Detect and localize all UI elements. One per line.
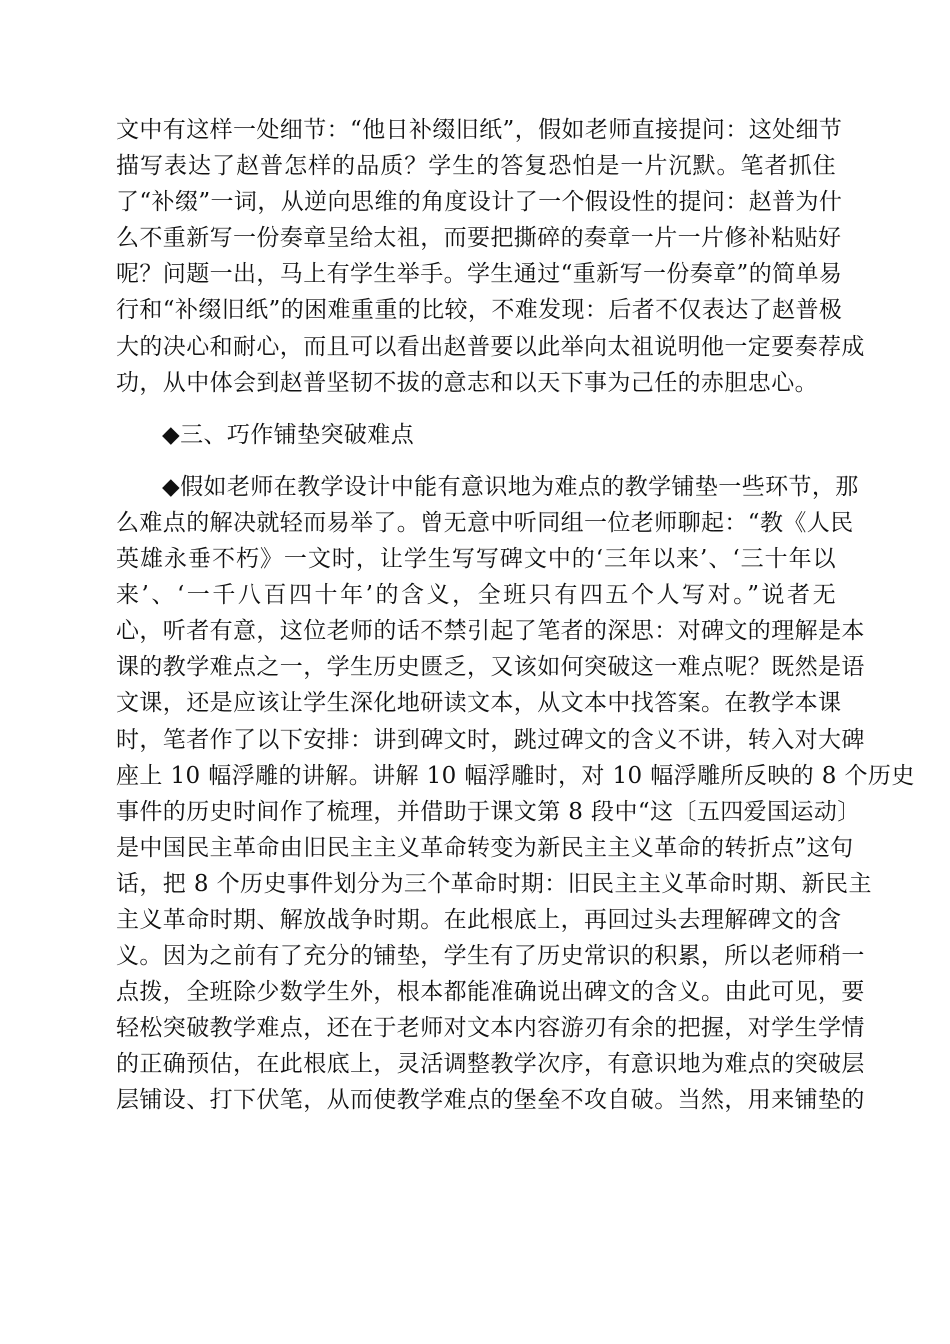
text-line: 座上 10 幅浮雕的讲解。讲解 10 幅浮雕时，对 10 幅浮雕所反映的 8 个历史: [116, 762, 915, 789]
text-line: 大的决心和耐心，而且可以看出赵普要以此举向太祖说明他一定要奏荐成: [116, 333, 865, 360]
text-line: 文中有这样一处细节：“他日补缀旧纸”，假如老师直接提问：这处细节: [116, 117, 843, 143]
text-line: 么不重新写一份奏章呈给太祖，而要把撕碎的奏章一片一片修补粘贴好: [116, 225, 842, 252]
text-line: 的正确预估，在此根底上，灵活调整教学次序，有意识地为难点的突破层: [116, 1051, 865, 1078]
text-line: 呢？问题一出，马上有学生举手。学生通过“重新写一份奏章”的简单易: [116, 261, 843, 288]
text-line: 是中国民主革命由旧民主主义革命转变为新民主主义革命的转折点”这句: [116, 834, 854, 861]
paragraph-spacer: [116, 453, 836, 469]
text-line: 文课，还是应该让学生深化地研读文本，从文本中找答案。在教学本课: [116, 690, 842, 717]
paragraph-zhao-pu: [116, 112, 865, 401]
text-line: 事件的历史时间作了梳理，并借助于课文第 8 段中“这〔五四爱国运动〕: [116, 798, 861, 825]
text-line: 描写表达了赵普怎样的品质？学生的答复恐怕是一片沉默。笔者抓住: [116, 153, 836, 180]
text-line: 话，把 8 个历史事件划分为三个革命时期：旧民主主义革命时期、新民主: [116, 870, 872, 897]
paragraph-spacer: [116, 401, 836, 417]
text-line: 么难点的解决就轻而易举了。曾无意中听同组一位老师聊起：“教《人民: [116, 509, 854, 536]
document-page: [116, 112, 915, 1119]
text-line: 义。因为之前有了充分的铺垫，学生有了历史常识的积累，所以老师稍一: [116, 943, 865, 970]
paragraph-foreshadowing: [116, 469, 915, 1119]
text-line: 时，笔者作了以下安排：讲到碑文时，跳过碑文的含义不讲，转入对大碑: [116, 726, 865, 753]
text-line: 了“补缀”一词，从逆向思维的角度设计了一个假设性的提问：赵普为什: [116, 189, 843, 216]
text-line: 层铺设、打下伏笔，从而使教学难点的堡垒不攻自破。当然，用来铺垫的: [116, 1087, 865, 1114]
text-line: 行和“补缀旧纸”的困难重重的比较，不难发现：后者不仅表达了赵普极: [116, 297, 843, 324]
text-line: 心，听者有意，这位老师的话不禁引起了笔者的深思：对碑文的理解是本: [116, 618, 865, 645]
text-line: 来’、‘一千八百四十年’的含义，全班只有四五个人写对。”说者无: [116, 582, 836, 609]
section-heading: ◆三、巧作铺垫突破难点: [162, 421, 415, 448]
text-line: 课的教学难点之一，学生历史匮乏，又该如何突破这一难点呢？既然是语: [116, 654, 865, 681]
text-line: 主义革命时期、解放战争时期。在此根底上，再回过头去理解碑文的含: [116, 906, 842, 933]
text-line: 功，从中体会到赵普坚韧不拔的意志和以天下事为己任的赤胆忠心。: [116, 369, 818, 396]
text-line: 英雄永垂不朽》一文时，让学生写写碑文中的‘三年以来’、‘三十年以: [116, 546, 836, 573]
text-line: 轻松突破教学难点，还在于老师对文本内容游刃有余的把握，对学生学情: [116, 1015, 865, 1042]
text-line: ◆假如老师在教学设计中能有意识地为难点的教学铺垫一些环节，那: [162, 473, 859, 500]
text-line: 点拨，全班除少数学生外，根本都能准确说出碑文的含义。由此可见，要: [116, 979, 865, 1006]
